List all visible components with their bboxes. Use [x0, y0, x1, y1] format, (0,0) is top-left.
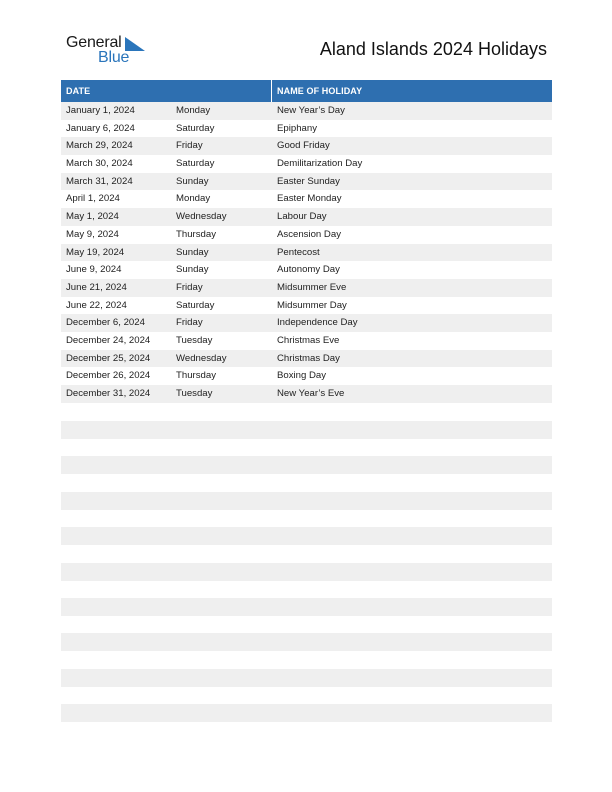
empty-row: [61, 633, 552, 651]
holiday-weekday: Friday: [176, 140, 203, 152]
holiday-weekday: Saturday: [176, 158, 215, 170]
holiday-name: New Year’s Day: [277, 105, 345, 116]
holiday-date: January 6, 2024: [66, 122, 135, 134]
page-title: Aland Islands 2024 Holidays: [319, 39, 547, 59]
table-row: [61, 120, 552, 138]
holiday-date: June 21, 2024: [66, 281, 127, 293]
logo-text-general: General: [66, 34, 122, 51]
holiday-table: [61, 80, 552, 403]
holiday-name: Midsummer Eve: [277, 281, 347, 293]
holiday-name: Easter Sunday: [277, 175, 340, 187]
table-row: [61, 208, 552, 226]
table-row: [61, 155, 552, 173]
holiday-date: March 31, 2024: [66, 175, 133, 187]
holiday-name: Autonomy Day: [277, 264, 340, 276]
table-header: [61, 80, 552, 102]
holiday-date: December 26, 2024: [66, 370, 151, 382]
holiday-weekday: Sunday: [176, 175, 209, 187]
empty-row: [61, 598, 552, 616]
holiday-date: December 6, 2024: [66, 317, 145, 329]
holiday-name: Labour Day: [277, 211, 327, 223]
empty-row: [61, 421, 552, 439]
holiday-date: December 31, 2024: [66, 388, 151, 399]
holiday-name: Christmas Eve: [277, 334, 340, 346]
holiday-date: May 9, 2024: [66, 228, 119, 240]
table-row: [61, 332, 552, 350]
holiday-name: Demilitarization Day: [277, 158, 363, 170]
table-row: [61, 137, 552, 155]
table-row: [61, 244, 552, 262]
table-row: [61, 385, 552, 403]
holiday-date: March 29, 2024: [66, 140, 133, 152]
holiday-name: Good Friday: [277, 140, 330, 152]
holiday-weekday: Friday: [176, 317, 203, 329]
column-header-date: DATE: [66, 86, 91, 96]
empty-row: [61, 456, 552, 474]
empty-row: [61, 527, 552, 545]
holiday-weekday: Thursday: [176, 228, 216, 240]
generalblue-logo: [66, 34, 156, 70]
holiday-weekday: Wednesday: [176, 352, 227, 364]
empty-row: [61, 492, 552, 510]
holiday-name: Boxing Day: [277, 370, 327, 382]
holiday-name: Christmas Day: [277, 352, 340, 364]
holiday-weekday: Sunday: [176, 264, 209, 276]
holiday-date: December 25, 2024: [66, 352, 151, 364]
holiday-date: March 30, 2024: [66, 158, 133, 170]
holiday-name: Epiphany: [277, 122, 318, 134]
table-row: [61, 350, 552, 368]
table-row: [61, 367, 552, 385]
holiday-weekday: Thursday: [176, 370, 216, 382]
table-row: [61, 173, 552, 191]
holiday-weekday: Friday: [176, 281, 203, 293]
holiday-name: Midsummer Day: [277, 299, 347, 311]
holiday-date: January 1, 2024: [66, 105, 135, 116]
holiday-name: New Year’s Eve: [277, 388, 345, 399]
table-row: [61, 279, 552, 297]
holiday-date: May 1, 2024: [66, 211, 119, 223]
empty-row: [61, 669, 552, 687]
table-row: [61, 314, 552, 332]
holiday-name: Easter Monday: [277, 193, 342, 205]
holiday-weekday: Monday: [176, 105, 211, 116]
holiday-date: April 1, 2024: [66, 193, 120, 205]
holiday-weekday: Sunday: [176, 246, 209, 258]
table-row: [61, 102, 552, 120]
holiday-weekday: Tuesday: [176, 388, 213, 399]
table-row: [61, 226, 552, 244]
holiday-date: December 24, 2024: [66, 334, 151, 346]
holiday-name: Independence Day: [277, 317, 358, 329]
holiday-name: Ascension Day: [277, 228, 341, 240]
holiday-date: June 22, 2024: [66, 299, 127, 311]
table-row: [61, 190, 552, 208]
empty-row: [61, 563, 552, 581]
column-header-name: NAME OF HOLIDAY: [277, 86, 363, 96]
holiday-date: June 9, 2024: [66, 264, 122, 276]
header-divider: [271, 80, 272, 102]
table-row: [61, 261, 552, 279]
table-row: [61, 297, 552, 315]
holiday-date: May 19, 2024: [66, 246, 125, 258]
holiday-weekday: Saturday: [176, 299, 215, 311]
logo-text-blue: Blue: [98, 49, 130, 66]
empty-row: [61, 704, 552, 722]
holiday-name: Pentecost: [277, 246, 320, 258]
holiday-weekday: Monday: [176, 193, 211, 205]
holiday-weekday: Wednesday: [176, 211, 227, 223]
holiday-weekday: Tuesday: [176, 334, 213, 346]
holiday-weekday: Saturday: [176, 122, 215, 134]
